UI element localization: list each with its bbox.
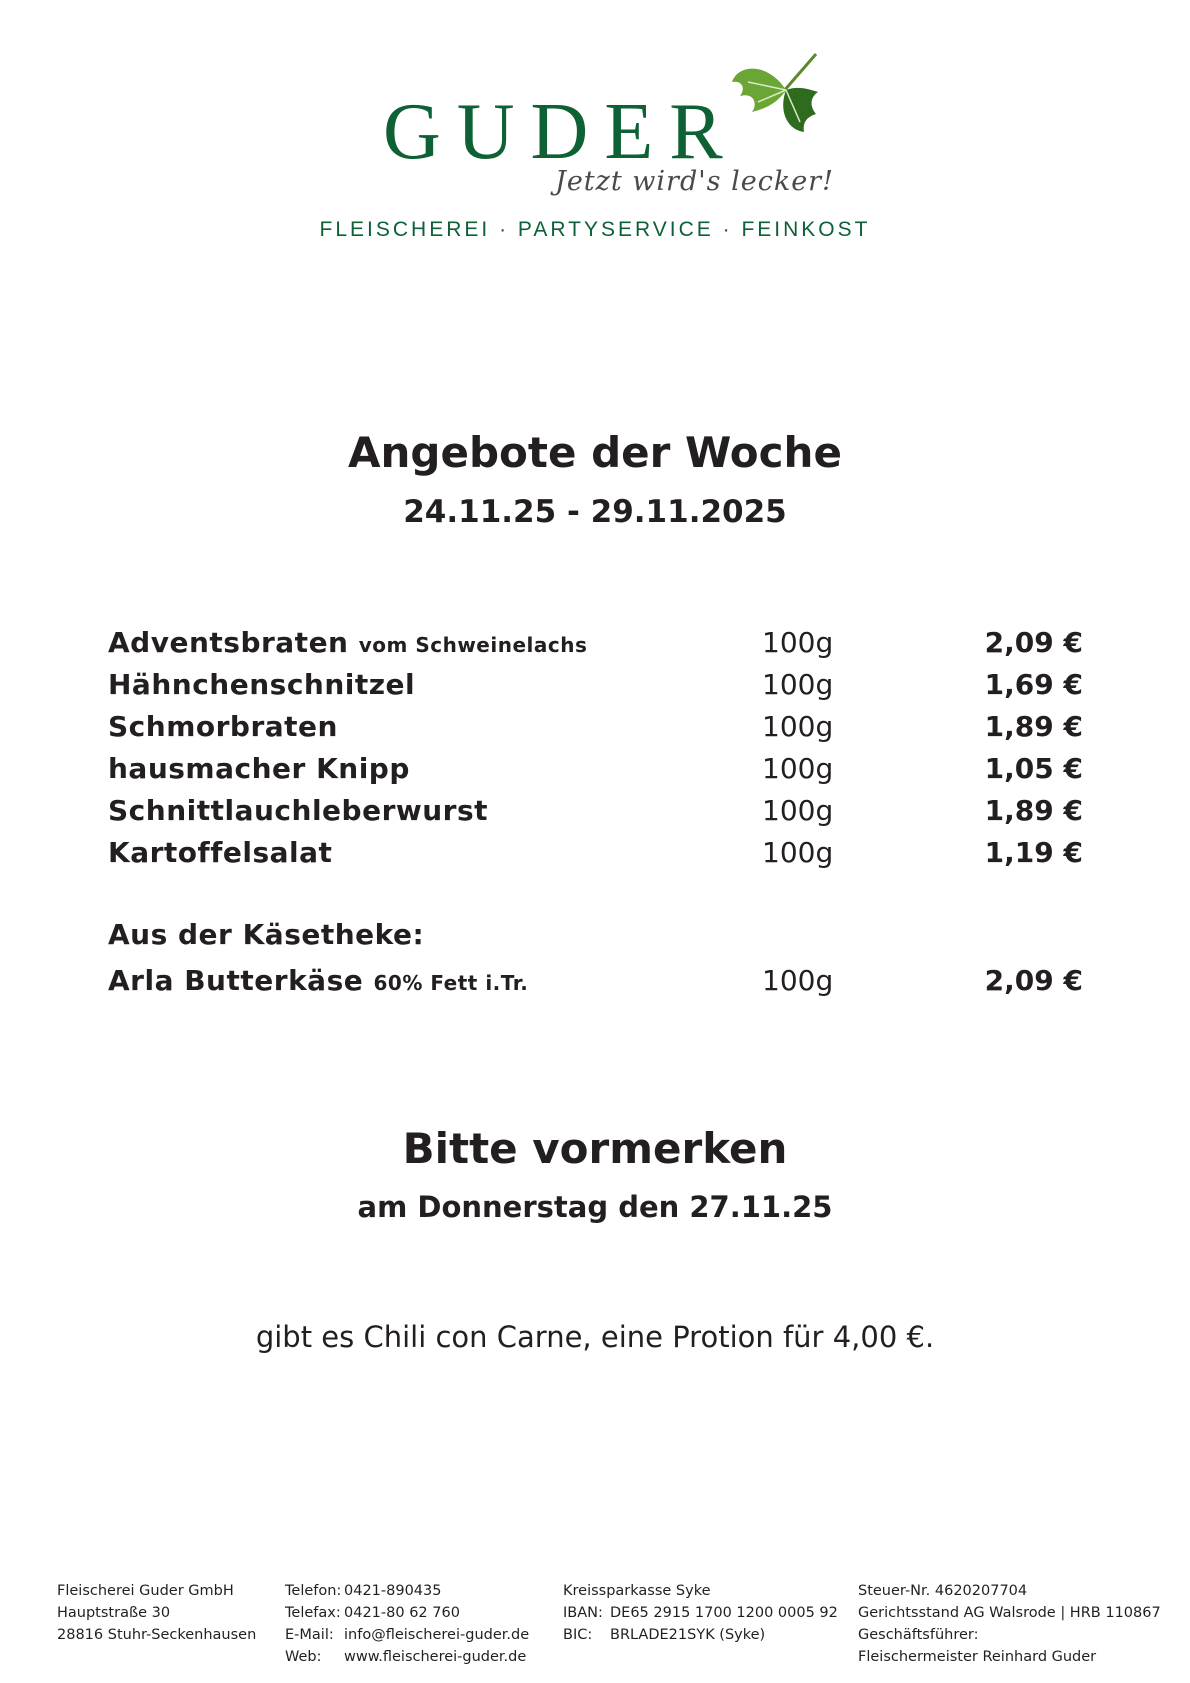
offer-unit: 100g [762, 836, 834, 869]
notice-text: gibt es Chili con Carne, eine Protion für 4,00 €. [255, 1320, 935, 1354]
offer-note: vom Schweinelachs [358, 633, 588, 657]
offer-name: Hähnchenschnitzel [108, 668, 416, 701]
offer-row [108, 706, 1083, 748]
notice-subtitle: am Donnerstag den 27.11.25 [357, 1190, 833, 1224]
offer-unit: 100g [762, 752, 834, 785]
footer-legal: Steuer-Nr. 4620207704 Gerichtsstand AG Walsrode | HRB 110867 Geschäftsführer: Fleischermeister Reinhard Guder [858, 1583, 1161, 1665]
iban: DE65 2915 1700 1200 0005 92 [610, 1605, 838, 1621]
fax-number: 0421-80 62 760 [344, 1605, 460, 1621]
tagline: FLEISCHEREI · PARTYSERVICE · FEINKOST [319, 218, 871, 241]
offer-name: Adventsbraten vom Schweinelachs [108, 626, 588, 659]
parsley-leaf-icon [728, 52, 818, 132]
offer-row [108, 790, 1083, 832]
bic: BRLADE21SYK (Syke) [610, 1627, 766, 1643]
offer-dates: 24.11.25 - 29.11.2025 [403, 494, 787, 530]
offer-name: Arla Butterkäse 60% Fett i.Tr. [108, 964, 529, 997]
offer-row [108, 664, 1083, 706]
header-logo [0, 0, 1190, 260]
offer-price: 1,19 € [984, 836, 1083, 869]
offer-price: 1,69 € [984, 668, 1083, 701]
offer-price: 2,09 € [984, 964, 1083, 997]
offer-row [108, 960, 1083, 1002]
cheese-section-heading: Aus der Käsetheke: [108, 918, 425, 951]
offer-unit: 100g [762, 626, 834, 659]
offer-unit: 100g [762, 668, 834, 701]
offer-price: 1,89 € [984, 710, 1083, 743]
offer-unit: 100g [762, 710, 834, 743]
email-link[interactable]: info@fleischerei-guder.de [344, 1627, 530, 1643]
footer-company: Fleischerei Guder GmbH Hauptstraße 30 28816 Stuhr-Seckenhausen [57, 1583, 257, 1643]
notice-title: Bitte vormerken [402, 1124, 788, 1173]
offer-price: 1,05 € [984, 752, 1083, 785]
offer-list [108, 622, 1083, 874]
offer-name: Schmorbraten [108, 710, 338, 743]
offer-unit: 100g [762, 794, 834, 827]
web-link[interactable]: www.fleischerei-guder.de [344, 1649, 527, 1665]
offer-note: 60% Fett i.Tr. [373, 971, 529, 995]
phone-number: 0421-890435 [344, 1583, 442, 1599]
cheese-offer-list [108, 960, 1083, 1002]
footer-contact: Telefon: 0421-890435 Telefax: 0421-80 62 760 E-Mail: info@fleischerei-guder.de Web: www.fleischerei-guder.de [285, 1583, 530, 1665]
page-title: Angebote der Woche [348, 428, 842, 477]
offer-row [108, 622, 1083, 664]
footer-bank: Kreissparkasse Syke IBAN: DE65 2915 1700 1200 0005 92 BIC: BRLADE21SYK (Syke) [563, 1583, 838, 1643]
offer-row [108, 748, 1083, 790]
offer-unit: 100g [762, 964, 834, 997]
brand-wordmark: GUDER [383, 88, 739, 176]
offer-price: 2,09 € [984, 626, 1083, 659]
offer-name: Kartoffelsalat [108, 836, 333, 869]
offer-name: hausmacher Knipp [108, 752, 410, 785]
offer-name: Schnittlauchleberwurst [108, 794, 489, 827]
offer-row [108, 832, 1083, 874]
offer-price: 1,89 € [984, 794, 1083, 827]
slogan: Jetzt wird's lecker! [555, 166, 834, 197]
